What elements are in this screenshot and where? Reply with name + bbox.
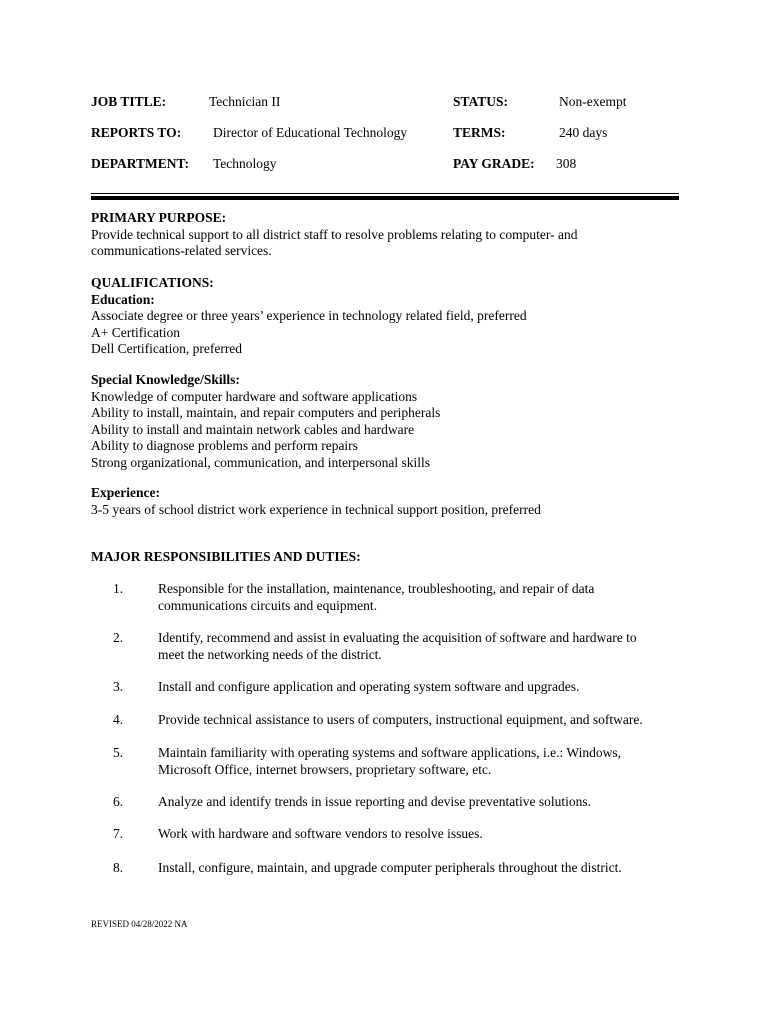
skills-section [91,372,691,471]
primary-purpose-heading: PRIMARY PURPOSE: [91,210,227,225]
list-item-text: Install, configure, maintain, and upgrade computer peripherals throughout the district. [158,860,622,875]
list-item-text: Provide technical assistance to users of computers, instructional equipment, and software. [158,712,643,727]
pay-grade-value: 308 [556,156,577,171]
department-label: DEPARTMENT: [91,156,190,171]
skills-heading: Special Knowledge/Skills: [91,372,240,387]
status-label: STATUS: [453,94,509,109]
job-title-value: Technician II [209,94,281,109]
list-item-text: Microsoft Office, internet browsers, proprietary software, etc. [158,761,492,777]
list-item-text: Identify, recommend and assist in evaluating the acquisition of software and hardware to [158,630,637,645]
primary-purpose-line: communications-related services. [91,243,272,258]
list-item-number: 1. [113,581,124,596]
primary-purpose-section [91,210,691,260]
job-title-label: JOB TITLE: [91,94,167,109]
education-heading: Education: [91,291,155,307]
pay-grade-label: PAY GRADE: [453,156,535,171]
skill-item: Ability to diagnose problems and perform repairs [91,438,358,453]
qualifications-section [91,275,691,358]
list-item-text: Responsible for the installation, maintenance, troubleshooting, and repair of data [158,581,595,596]
list-item-number: 7. [113,826,124,841]
revision-footer: REVISED 04/28/2022 NA [91,919,188,929]
header-divider-thin [91,193,679,194]
list-item-text: Install and configure application and operating system software and upgrades. [158,679,580,694]
reports-to-value: Director of Educational Technology [213,125,408,140]
list-item-text: communications circuits and equipment. [158,597,377,613]
list-item-text: meet the networking needs of the district. [158,646,382,662]
header-divider-thick [91,196,679,200]
list-item-text: Analyze and identify trends in issue reporting and devise preventative solutions. [158,794,592,809]
list-item-number: 5. [113,745,124,760]
list-item-text: Work with hardware and software vendors to resolve issues. [158,826,483,841]
skill-item: Ability to install, maintain, and repair computers and peripherals [91,405,441,420]
qualifications-heading: QUALIFICATIONS: [91,275,214,290]
experience-heading: Experience: [91,485,160,500]
list-item-number: 6. [113,794,124,809]
experience-text: 3-5 years of school district work experience in technical support position, preferred [91,501,541,517]
duties-heading: MAJOR RESPONSIBILITIES AND DUTIES: [91,549,361,564]
terms-value: 240 days [559,125,608,140]
list-item-number: 3. [113,679,124,694]
skill-item: Ability to install and maintain network cables and hardware [91,421,415,437]
skill-item: Strong organizational, communication, and interpersonal skills [91,454,431,470]
reports-to-label: REPORTS TO: [91,125,182,140]
terms-label: TERMS: [453,125,506,140]
department-value: Technology [213,156,277,171]
list-item-text: Maintain familiarity with operating systems and software applications, i.e.: Windows, [158,745,621,760]
education-item: A+ Certification [91,324,180,340]
primary-purpose-line: Provide technical support to all district staff to resolve problems relating to computer- and [91,226,578,242]
education-item: Dell Certification, preferred [91,341,243,356]
experience-section [91,485,691,518]
list-item-number: 2. [113,630,124,645]
status-value: Non-exempt [559,94,627,109]
list-item-number: 4. [113,712,124,727]
list-item-number: 8. [113,860,124,875]
education-item: Associate degree or three years’ experience in technology related field, preferred [91,308,527,323]
skill-item: Knowledge of computer hardware and software applications [91,388,418,404]
